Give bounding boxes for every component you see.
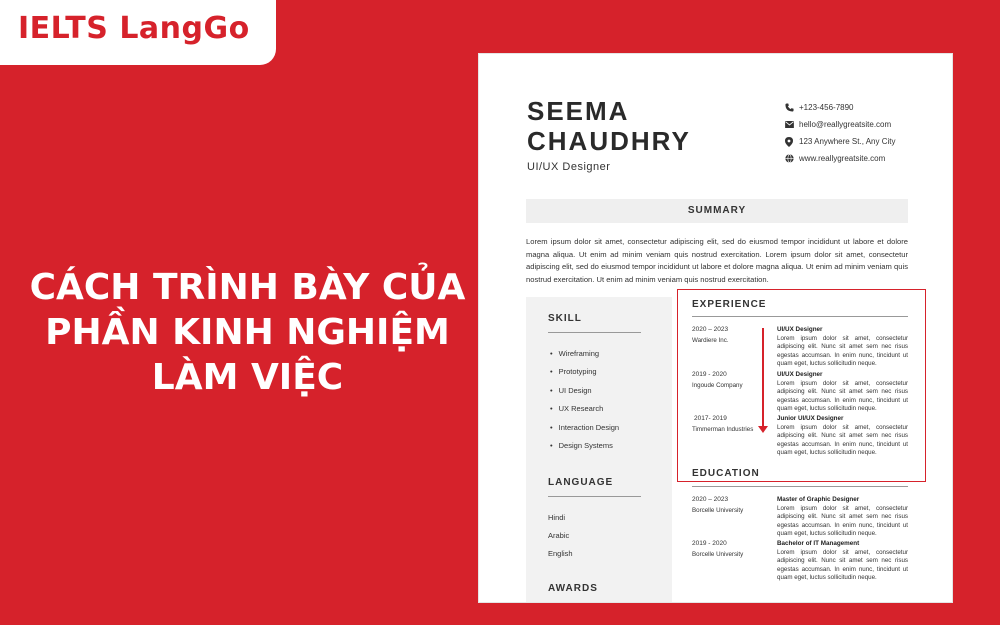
education-divider: [692, 486, 908, 487]
entry-org: Ingoude Company: [692, 382, 743, 389]
entry-title: Bachelor of IT Management: [777, 540, 860, 547]
education-entry: [692, 496, 908, 544]
resume-name: [527, 96, 691, 156]
entry-title: UI/UX Designer: [777, 371, 823, 378]
entry-date: 2019 - 2020: [692, 540, 727, 547]
timeline-arrow-line: [762, 328, 764, 429]
entry-desc: Lorem ipsum dolor sit amet, consectetur adipiscing elit. Nunc sit amet sem nec risus egestas accumsan. In enim nunc, tincidunt ut quam eget, luctus sollicitudin neque.: [777, 505, 908, 537]
skill-item: • Interaction Design: [550, 423, 619, 432]
skill-item: • Wireframing: [550, 349, 599, 358]
summary-heading: SUMMARY: [526, 199, 908, 223]
entry-title: UI/UX Designer: [777, 326, 823, 333]
arrow-down-icon: [758, 426, 768, 433]
entry-org: Wardiere Inc.: [692, 337, 729, 344]
language-heading: LANGUAGE: [548, 477, 614, 488]
headline-line-1: CÁCH TRÌNH BÀY CỦA: [29, 267, 466, 308]
contact-website-text: www.reallygreatsite.com: [799, 154, 886, 163]
awards-heading: AWARDS: [548, 583, 598, 594]
contact-email: [783, 116, 896, 133]
resume-role: UI/UX Designer: [527, 161, 611, 173]
entry-date: 2019 - 2020: [692, 371, 727, 378]
entry-title: Junior UI/UX Designer: [777, 415, 844, 422]
contact-address-text: 123 Anywhere St., Any City: [799, 137, 896, 146]
contact-phone: [783, 99, 896, 116]
globe-icon: [783, 153, 795, 165]
language-item: English: [548, 549, 573, 558]
experience-highlight-box: [677, 289, 926, 482]
entry-desc: Lorem ipsum dolor sit amet, consectetur adipiscing elit. Nunc sit amet sem nec risus egestas accumsan. In enim nunc, tincidunt ut quam eget, luctus sollicitudin neque.: [777, 549, 908, 581]
resume-first-name: SEEMA: [527, 96, 630, 126]
contact-phone-text: +123-456-7890: [799, 103, 854, 112]
headline-line-2: PHẦN KINH NGHIỆM: [45, 312, 450, 353]
entry-date: 2020 – 2023: [692, 326, 729, 333]
education-heading: EDUCATION: [692, 468, 760, 479]
language-divider: [548, 496, 641, 497]
contact-list: [783, 99, 896, 167]
skill-heading: SKILL: [548, 313, 582, 324]
education-entry: [692, 540, 908, 588]
language-item: Hindi: [548, 513, 566, 522]
location-pin-icon: [783, 136, 795, 148]
skill-item: • Prototyping: [550, 367, 597, 376]
entry-title: Master of Graphic Designer: [777, 496, 860, 503]
entry-org: Timmerman Industries: [692, 426, 754, 433]
summary-text: Lorem ipsum dolor sit amet, consectetur adipiscing elit, sed do eiusmod tempor incididunt ut labore et dolore magna aliqua. Ut enim ad minim veniam quis nostrud exercitation. Lorem ipsum dolor sit amet, consectetur adipiscing elit, sed do eiusmod tempor incididunt ut labore et dolore magna aliqua. Ut enim ad minim veniam quis nostrud exercitation. Ut enim ad minim veniam quis nostrud exercitation.: [526, 237, 908, 284]
resume-document: [478, 53, 953, 603]
phone-icon: [783, 102, 795, 114]
entry-desc: Lorem ipsum dolor sit amet, consectetur adipiscing elit. Nunc sit amet sem nec risus egestas accumsan. In enim nunc, tincidunt ut quam eget, luctus sollicitudin neque.: [777, 380, 908, 412]
resume-last-name: CHAUDHRY: [527, 126, 691, 156]
entry-org: Borcelle University: [692, 551, 744, 558]
skill-item: • UI Design: [550, 386, 592, 395]
entry-org: Borcelle University: [692, 507, 744, 514]
logo-banner: [0, 0, 276, 65]
experience-heading: EXPERIENCE: [692, 299, 767, 310]
language-item: Arabic: [548, 531, 570, 540]
entry-desc: Lorem ipsum dolor sit amet, consectetur adipiscing elit. Nunc sit amet sem nec risus egestas accumsan. In enim nunc, tincidunt ut quam eget, luctus sollicitudin neque.: [777, 335, 908, 367]
entry-desc: Lorem ipsum dolor sit amet, consectetur adipiscing elit. Nunc sit amet sem nec risus egestas accumsan. In enim nunc, tincidunt ut quam eget, luctus sollicitudin neque.: [777, 424, 908, 456]
contact-address: [783, 133, 896, 150]
contact-email-text: hello@reallygreatsite.com: [799, 120, 892, 129]
mail-icon: [783, 119, 795, 131]
brand-logo: IELTS LangGo: [18, 11, 250, 46]
skill-item: • Design Systems: [550, 441, 613, 450]
resume-sidebar: [526, 297, 672, 603]
contact-website: [783, 150, 896, 167]
entry-date: 2020 – 2023: [692, 496, 729, 503]
skill-divider: [548, 332, 641, 333]
headline-line-3: LÀM VIỆC: [151, 357, 344, 398]
skill-item: • UX Research: [550, 404, 603, 413]
headline: [20, 265, 475, 400]
entry-date: 2017- 2019: [694, 415, 727, 422]
